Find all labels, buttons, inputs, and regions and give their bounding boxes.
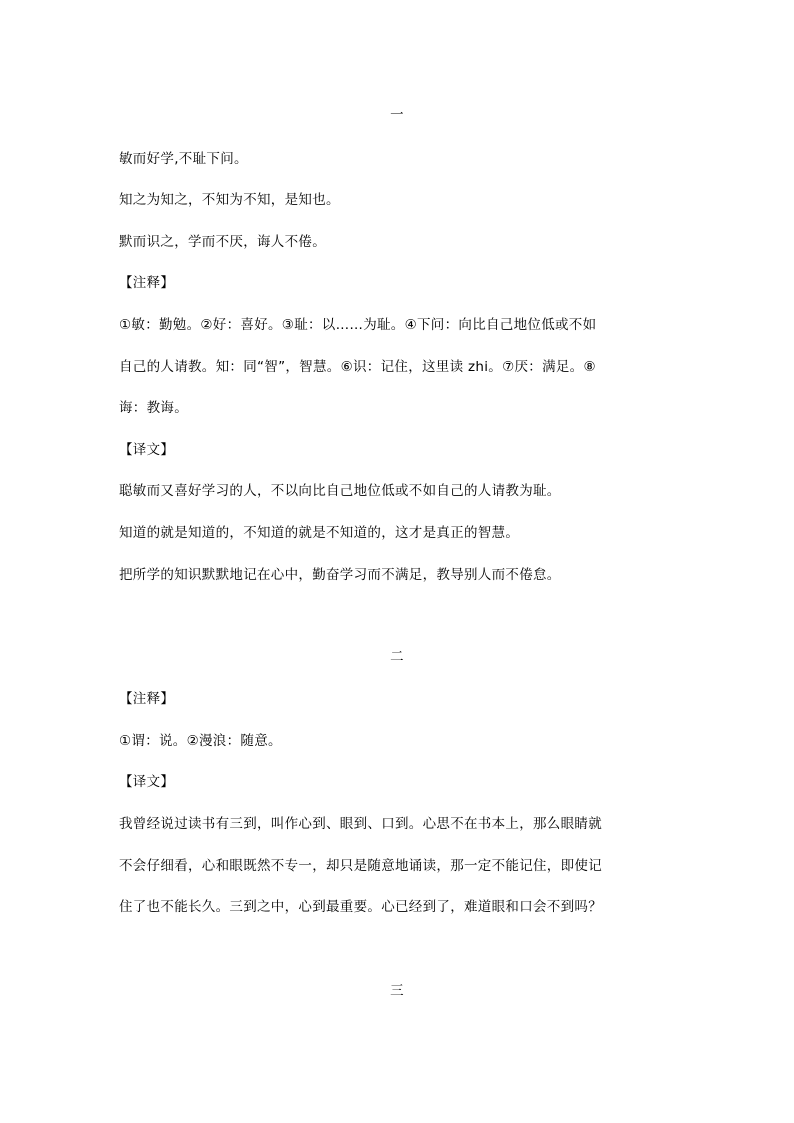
translation-line: 知道的就是知道的，不知道的就是不知道的，这才是真正的智慧。 bbox=[119, 525, 520, 541]
translation-line: 把所学的知识默默地记在心中，勤奋学习而不满足，教导别人而不倦怠。 bbox=[119, 567, 561, 583]
note-line: 自己的人请教。知：同“智”，智慧。⑥识：记住，这里读 zhi。⑦厌：满足。⑧ bbox=[119, 359, 596, 375]
note-line: ①谓：说。②漫浪：随意。 bbox=[119, 733, 282, 749]
text-line: 默而识之，学而不厌，诲人不倦。 bbox=[119, 234, 326, 250]
translation-line: 不会仔细看，心和眼既然不专一，却只是随意地诵读，那一定不能记住，即使记 bbox=[119, 858, 602, 874]
note-line: ①敏：勤勉。②好：喜好。③耻：以……为耻。④下问：向比自己地位低或不如 bbox=[119, 317, 597, 333]
section-heading-2: 二 bbox=[390, 649, 404, 665]
text-line: 敏而好学,不耻下问。 bbox=[119, 151, 248, 167]
translation-title: 【译文】 bbox=[119, 442, 175, 458]
section-heading-1: 一 bbox=[390, 107, 404, 123]
text-line: 知之为知之，不知为不知，是知也。 bbox=[119, 192, 340, 208]
notes-title: 【注释】 bbox=[119, 691, 175, 707]
translation-line: 聪敏而又喜好学习的人，不以向比自己地位低或不如自己的人请教为耻。 bbox=[119, 483, 561, 499]
translation-line: 我曾经说过读书有三到，叫作心到、眼到、口到。心思不在书本上，那么眼睛就 bbox=[119, 816, 602, 832]
notes-title: 【注释】 bbox=[119, 275, 175, 291]
translation-line: 住了也不能长久。三到之中，心到最重要。心已经到了，难道眼和口会不到吗？ bbox=[119, 899, 602, 915]
translation-title: 【译文】 bbox=[119, 774, 175, 790]
section-heading-3: 三 bbox=[390, 983, 404, 999]
note-line: 诲：教诲。 bbox=[119, 400, 188, 416]
